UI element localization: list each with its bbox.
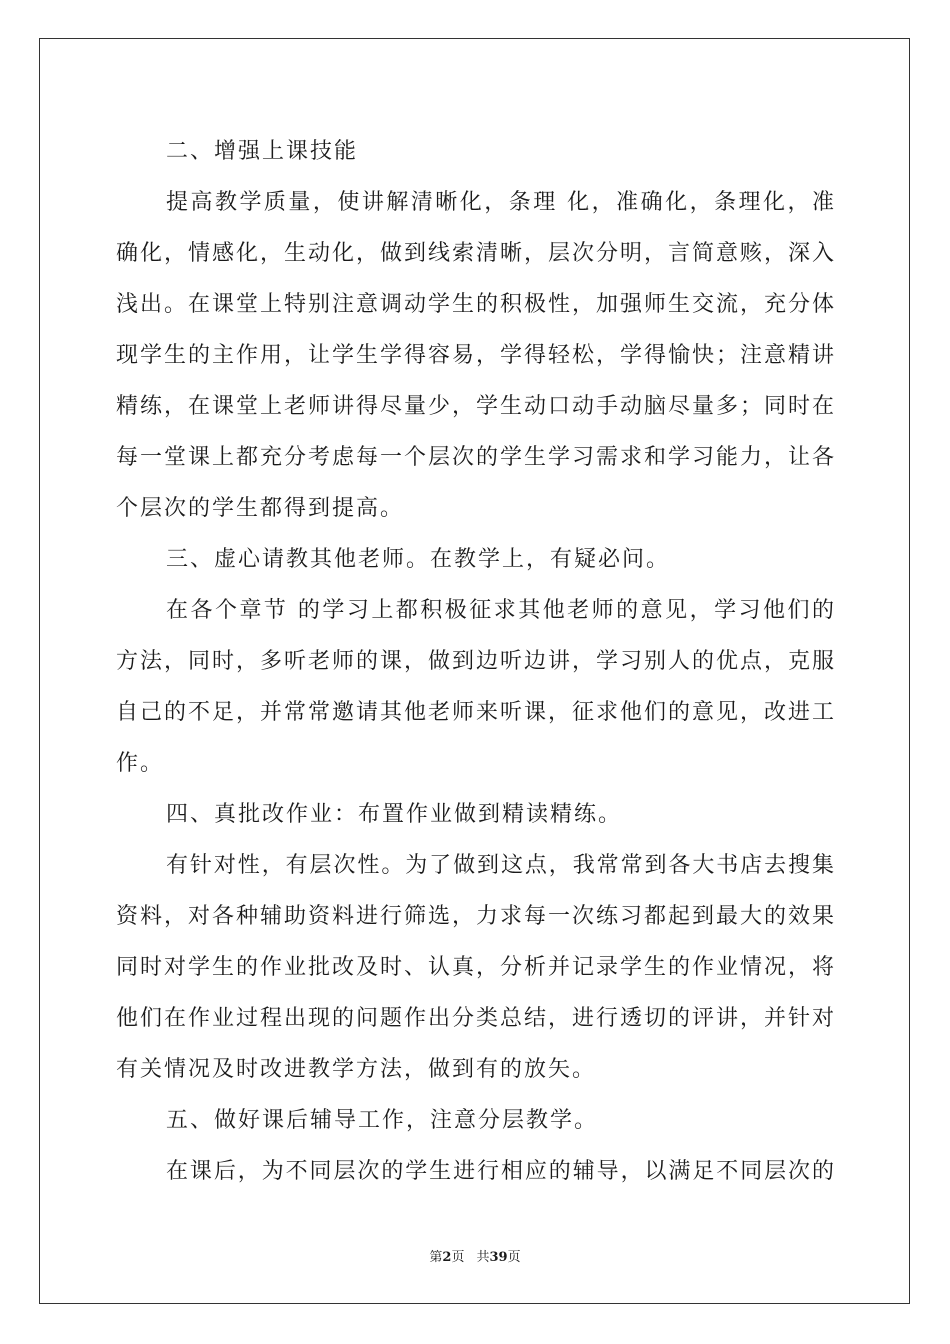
text-line: 四、真批改作业：布置作业做到精读精练。	[166, 802, 623, 827]
footer-total-pages: 39	[489, 1250, 508, 1265]
text-line: 有针对性，有层次性。为了做到这点，我常常到各大书店去搜集	[166, 853, 834, 878]
text-line: 提高教学质量，使讲解清晰化，条理 化，准确化，条理化，准	[166, 190, 834, 215]
text-line: 在课后，为不同层次的学生进行相应的辅导，以满足不同层次的	[166, 1159, 834, 1184]
text-line: 二、增强上课技能	[166, 139, 359, 164]
text-line: 同时对学生的作业批改及时、认真，分析并记录学生的作业情况，将	[116, 955, 834, 980]
text-line: 三、虚心请教其他老师。在教学上，有疑必问。	[166, 547, 671, 572]
text-line: 作。	[116, 751, 165, 776]
page-footer	[0, 1246, 950, 1265]
footer-total-suffix: 页	[507, 1250, 521, 1265]
text-line: 确化，情感化，生动化，做到线索清晰，层次分明，言简意赅，深入	[116, 241, 834, 266]
text-line: 有关情况及时改进教学方法，做到有的放矢。	[116, 1057, 597, 1082]
footer-total-prefix: 共	[476, 1250, 490, 1265]
text-line: 浅出。在课堂上特别注意调动学生的积极性，加强师生交流，充分体	[116, 292, 834, 317]
text-line: 每一堂课上都充分考虑每一个层次的学生学习需求和学习能力，让各	[116, 445, 834, 470]
text-line: 在各个章节 的学习上都积极征求其他老师的意见，学习他们的	[166, 598, 834, 623]
text-line: 自己的不足，并常常邀请其他老师来听课，征求他们的意见，改进工	[116, 700, 834, 725]
text-line: 个层次的学生都得到提高。	[116, 496, 405, 521]
footer-page-number: 2	[442, 1250, 452, 1265]
text-line: 五、做好课后辅导工作，注意分层教学。	[166, 1108, 599, 1133]
text-line: 方法，同时，多听老师的课，做到边听边讲，学习别人的优点，克服	[116, 649, 834, 674]
text-line: 资料，对各种辅助资料进行筛选，力求每一次练习都起到最大的效果	[116, 904, 834, 929]
text-line: 精练，在课堂上老师讲得尽量少，学生动口动手动脑尽量多；同时在	[116, 394, 834, 419]
document-body	[116, 126, 834, 1197]
text-line: 他们在作业过程出现的问题作出分类总结，进行透切的评讲，并针对	[116, 1006, 834, 1031]
text-line: 现学生的主作用，让学生学得容易，学得轻松，学得愉快；注意精讲	[116, 343, 834, 368]
footer-page-suffix: 页	[451, 1250, 465, 1265]
footer-page-prefix: 第	[429, 1250, 443, 1265]
